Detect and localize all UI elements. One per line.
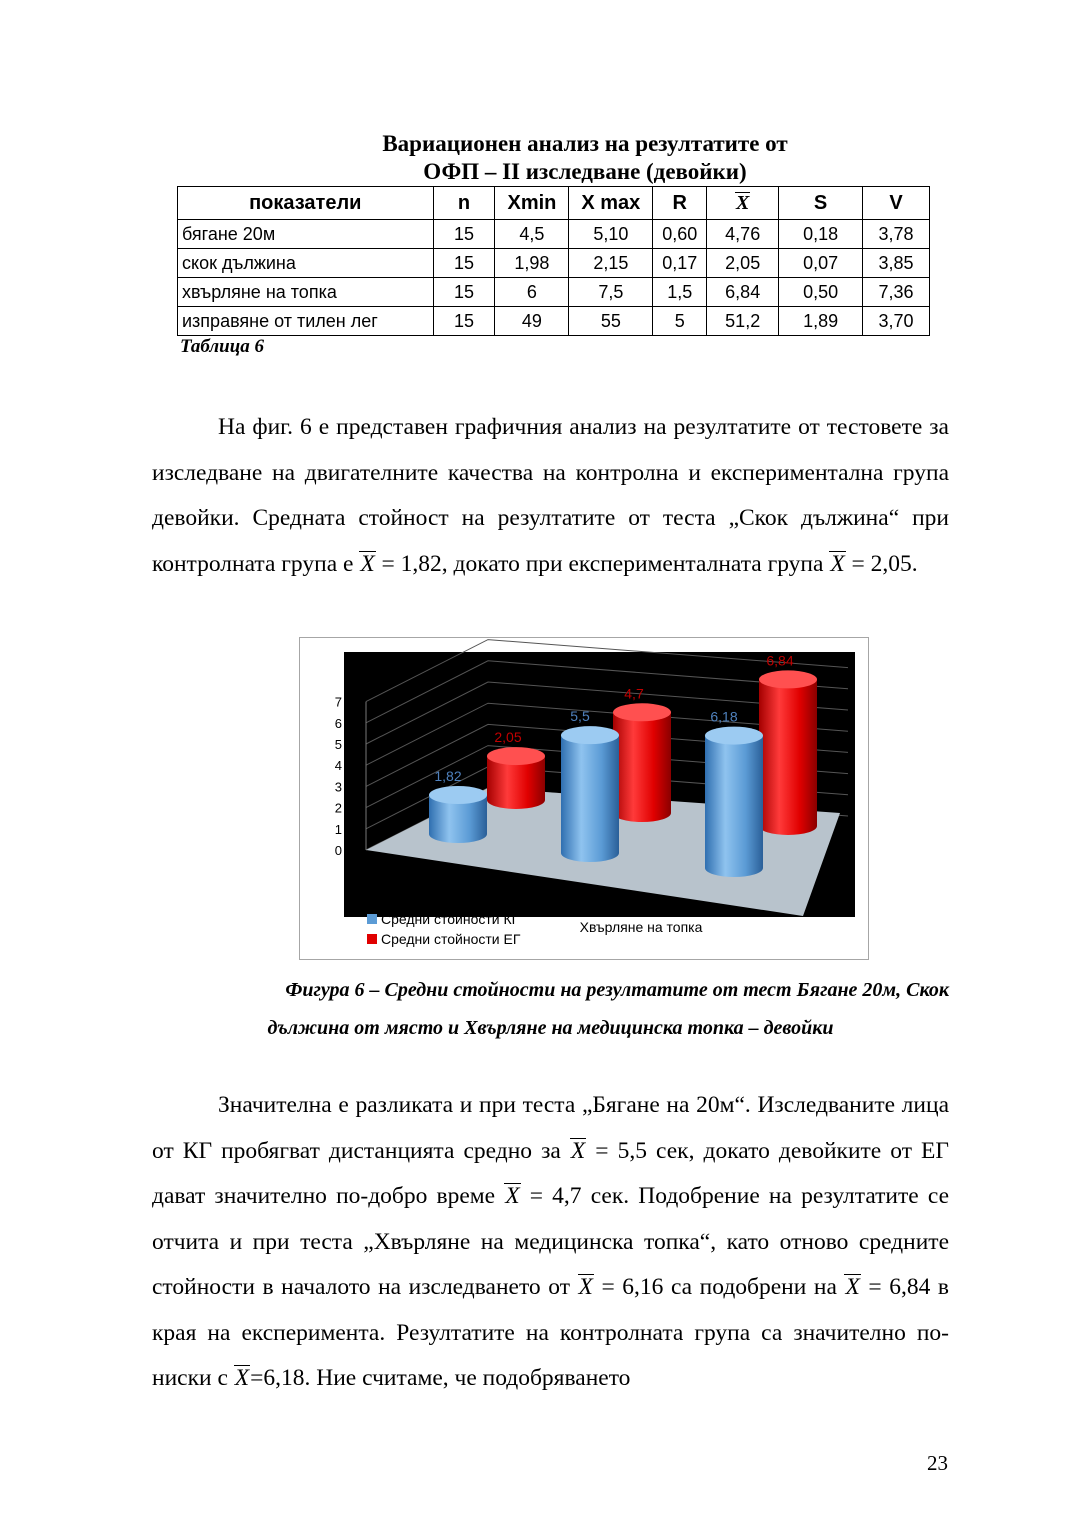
paragraph-text: =6,18. Ние считаме, че подобряването <box>250 1365 631 1391</box>
paragraph-text: На фиг. 6 е представен графичния анализ на резултатите от тестовете за изследване на двигателните качества на контролна и експериментална група девойки. Средната стойност на резултатите от теста „Скок дължина“ при контролната група е <box>152 414 949 577</box>
cell-indicator: хвърляне на топка <box>178 278 434 307</box>
statistics-table <box>177 186 930 336</box>
legend-label-eg: Средни стойности ЕГ <box>381 931 521 947</box>
y-tick-label: 2 <box>334 800 342 816</box>
cell: 1,5 <box>653 278 707 307</box>
cell-indicator: скок дължина <box>178 249 434 278</box>
paragraph-2 <box>152 1083 949 1402</box>
table-row <box>178 249 930 278</box>
chart-bar <box>429 786 487 843</box>
bar-top <box>705 727 763 745</box>
chart-frame <box>299 637 869 960</box>
bar-chart-3d <box>300 638 868 959</box>
bar-body <box>705 736 763 877</box>
bar-top <box>487 747 545 765</box>
header-mean <box>707 187 779 220</box>
cell: 7,36 <box>863 278 930 307</box>
figure-caption-line2: дължина от място и Хвърляне на медицинска топка – девойки <box>267 1017 834 1039</box>
cell: 15 <box>433 278 495 307</box>
cell: 3,85 <box>863 249 930 278</box>
cell: 5,10 <box>569 220 653 249</box>
cell-indicator: изправяне от тилен лег <box>178 307 434 336</box>
cell: 3,70 <box>863 307 930 336</box>
chart-bar <box>705 727 763 877</box>
table-header-row <box>178 187 930 220</box>
paragraph-text: = 5,5 сек, докато девойките от ЕГ дават значително по-добро време <box>152 1137 949 1209</box>
cell: 4,76 <box>707 220 779 249</box>
paragraph-text: = 6,16 са подобрени на <box>593 1274 845 1300</box>
header-n: n <box>433 187 495 220</box>
cell: 15 <box>433 249 495 278</box>
paragraph-1 <box>152 405 949 587</box>
bar-body <box>759 679 817 835</box>
mean-symbol: X <box>736 191 750 214</box>
cell: 6,84 <box>707 278 779 307</box>
y-tick-label: 5 <box>334 737 342 752</box>
bar-top <box>561 726 619 744</box>
chart-legend <box>367 911 521 947</box>
cell: 5 <box>653 307 707 336</box>
bar-top <box>613 703 671 721</box>
y-tick-label: 6 <box>334 715 342 731</box>
cell: 49 <box>495 307 569 336</box>
mean-symbol: X <box>360 550 375 577</box>
cell: 0,50 <box>779 278 863 307</box>
data-label: 1,82 <box>434 768 462 784</box>
chart-bar <box>613 703 671 822</box>
chart-bar <box>487 747 545 809</box>
chart-bar <box>759 670 817 835</box>
cell: 1,98 <box>495 249 569 278</box>
header-xmin: Xmin <box>495 187 569 220</box>
header-indicators: показатели <box>178 187 434 220</box>
data-label: 5,5 <box>570 708 590 725</box>
table-title <box>0 130 1080 186</box>
bar-body <box>561 735 619 862</box>
cell-indicator: бягане 20м <box>178 220 434 249</box>
data-label: 2,05 <box>494 729 522 746</box>
bar-top <box>429 786 487 804</box>
legend-swatch-eg <box>367 934 377 944</box>
cell: 51,2 <box>707 307 779 336</box>
paragraph-text: = 6,84 в края на експеримента. Резултатите на контролната група са значително по-ниски с <box>152 1274 949 1391</box>
paragraph-text: = 1,82, докато при експерименталната група <box>375 550 830 577</box>
cell: 6 <box>495 278 569 307</box>
cell: 15 <box>433 307 495 336</box>
mean-symbol: X <box>830 550 845 577</box>
cell: 0,17 <box>653 249 707 278</box>
legend-swatch-kg <box>367 914 377 924</box>
bar-top <box>759 670 817 688</box>
header-r: R <box>653 187 707 220</box>
data-label: 4,7 <box>624 685 644 702</box>
cell: 0,07 <box>779 249 863 278</box>
bar-body <box>613 712 671 822</box>
table-title-line2: ОФП – II изследване (девойки) <box>423 159 747 184</box>
paragraph-text: Значителна е разликата и при теста „Бягане на 20м“. Изследваните лица от КГ пробягват дистанцията средно за <box>152 1092 949 1164</box>
header-v: V <box>863 187 930 220</box>
page-number: 23 <box>927 1451 948 1475</box>
mean-symbol: X <box>578 1274 593 1300</box>
mean-symbol: X <box>234 1365 250 1391</box>
figure-caption-line1: Фигура 6 – Средни стойности на резултатите от тест Бягане 20м, Скок <box>285 979 949 1001</box>
mean-symbol: X <box>845 1274 860 1300</box>
cell: 1,89 <box>779 307 863 336</box>
cell: 55 <box>569 307 653 336</box>
cell: 2,15 <box>569 249 653 278</box>
data-label: 6,18 <box>710 708 738 725</box>
cell: 7,5 <box>569 278 653 307</box>
table-row <box>178 307 930 336</box>
table-caption: Таблица 6 <box>180 336 265 357</box>
cell: 2,05 <box>707 249 779 278</box>
chart-bar <box>561 726 619 862</box>
table-title-line1: Вариационен анализ на резултатите от <box>382 131 788 156</box>
category-label: Хвърляне на топка <box>579 919 703 935</box>
y-tick-label: 0 <box>334 843 342 858</box>
cell: 3,78 <box>863 220 930 249</box>
header-xmax: X max <box>569 187 653 220</box>
table-row <box>178 278 930 307</box>
paragraph-text: = 2,05. <box>845 550 918 577</box>
table-row <box>178 220 930 249</box>
y-tick-label: 7 <box>334 694 342 710</box>
y-tick-label: 3 <box>334 779 342 795</box>
paragraph-text: = 4,7 сек. Подобрение на резултатите се отчита и при теста „Хвърляне на медицинска топка“, като отново средните стойности в началото на изследването от <box>152 1183 949 1300</box>
mean-symbol: X <box>570 1137 586 1164</box>
cell: 0,60 <box>653 220 707 249</box>
y-tick-label: 4 <box>334 758 342 774</box>
data-label: 6,84 <box>766 652 794 669</box>
legend-label-kg: Средни стойности КГ <box>381 911 520 927</box>
y-tick-label: 1 <box>334 821 342 837</box>
cell: 15 <box>433 220 495 249</box>
cell: 0,18 <box>779 220 863 249</box>
mean-symbol: X <box>505 1183 520 1209</box>
header-s: S <box>779 187 863 220</box>
cell: 4,5 <box>495 220 569 249</box>
